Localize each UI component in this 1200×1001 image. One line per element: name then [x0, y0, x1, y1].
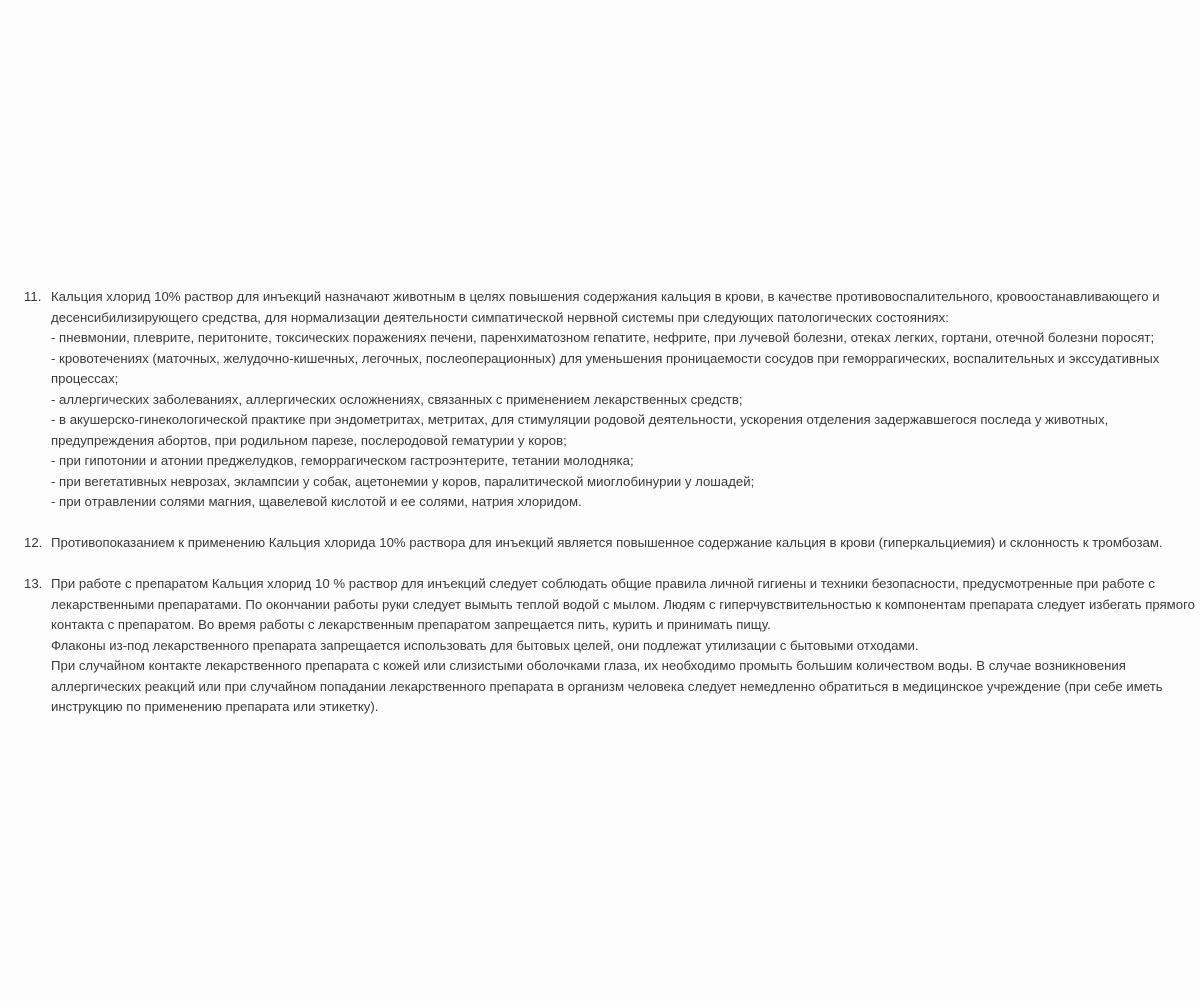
text-line: контакта с препаратом. Во время работы с лекарственным препаратом запрещается пить, курить и принимать пищу.: [51, 617, 771, 632]
list-item: - кровотечениях (маточных, желудочно-кишечных, легочных, послеоперационных) для уменьшения проницаемости сосудов при геморрагических, воспалительных и экссудативных: [51, 350, 1160, 366]
text-line: предупреждения абортов, при родильном парезе, послеродовой гематурии у коров;: [51, 432, 567, 448]
text-line: Флаконы из-под лекарственного препарата запрещается использовать для бытовых целей, они подлежат утилизации с бытовыми отходами.: [51, 637, 919, 653]
list-item: - аллергических заболеваниях, аллергических осложнениях, связанных с применением лекарственных средств;: [51, 391, 743, 407]
list-item: - при вегетативных неврозах, эклампсии у собак, ацетонемии у коров, паралитической миоглобинурии у лошадей;: [51, 473, 755, 489]
section-13: [0, 574, 1200, 718]
section-11: [0, 287, 1200, 513]
list-item: - в акушерско-гинекологической практике при эндометритах, метритах, для стимуляции родовой деятельности, ускорения отделения задержавшегося последа у животных,: [51, 412, 1109, 427]
section-number: 11.: [24, 289, 42, 304]
list-item: - пневмонии, плеврите, перитоните, токсических поражениях печени, паренхиматозном гепатите, нефрите, при лучевой болезни, отеках легких, гортани, отечной болезни поросят;: [51, 330, 1155, 345]
text-line: аллергических реакций или при случайном попадании лекарственного препарата в организм человека следует немедленно обратиться в медицинское учреждение (при себе иметь: [51, 678, 1163, 694]
list-item: - при гипотонии и атонии преджелудков, геморрагическом гастроэнтерите, тетании молодняка;: [51, 453, 634, 468]
text-line: лекарственными препаратами. По окончании работы руки следует вымыть теплой водой с мылом. Людям с гиперчувствительностью к компонентам препарата следует избегать прямого: [51, 596, 1195, 612]
list-item: - при отравлении солями магния, щавелевой кислотой и ее солями, натрия хлоридом.: [51, 494, 582, 509]
text-line: Противопоказанием к применению Кальция хлорида 10% раствора для инъекций является повышенное содержание кальция в крови (гиперкальциемия) и склонность к тромбозам.: [51, 535, 1163, 550]
instruction-document: [0, 287, 1200, 718]
text-line: десенсибилизирующего средства, для нормализации деятельности симпатической нервной системы при следующих патологических состояниях:: [51, 309, 949, 325]
section-number: 12.: [24, 535, 43, 550]
section-number: 13.: [24, 576, 43, 591]
text-line: процессах;: [51, 371, 119, 386]
text-line: Кальция хлорид 10% раствор для инъекций назначают животным в целях повышения содержания кальция в крови, в качестве противовоспалительного, кровоостанавливающего и: [51, 289, 1160, 304]
text-line: При работе с препаратом Кальция хлорид 10 % раствор для инъекций следует соблюдать общие правила личной гигиены и техники безопасности, предусмотренные при работе с: [51, 576, 1155, 591]
text-line: инструкцию по применению препарата или этикетку).: [51, 699, 379, 714]
text-line: При случайном контакте лекарственного препарата с кожей или слизистыми оболочками глаза, их необходимо промыть большим количеством воды. В случае возникновения: [51, 658, 1126, 673]
section-12: [0, 533, 1200, 554]
